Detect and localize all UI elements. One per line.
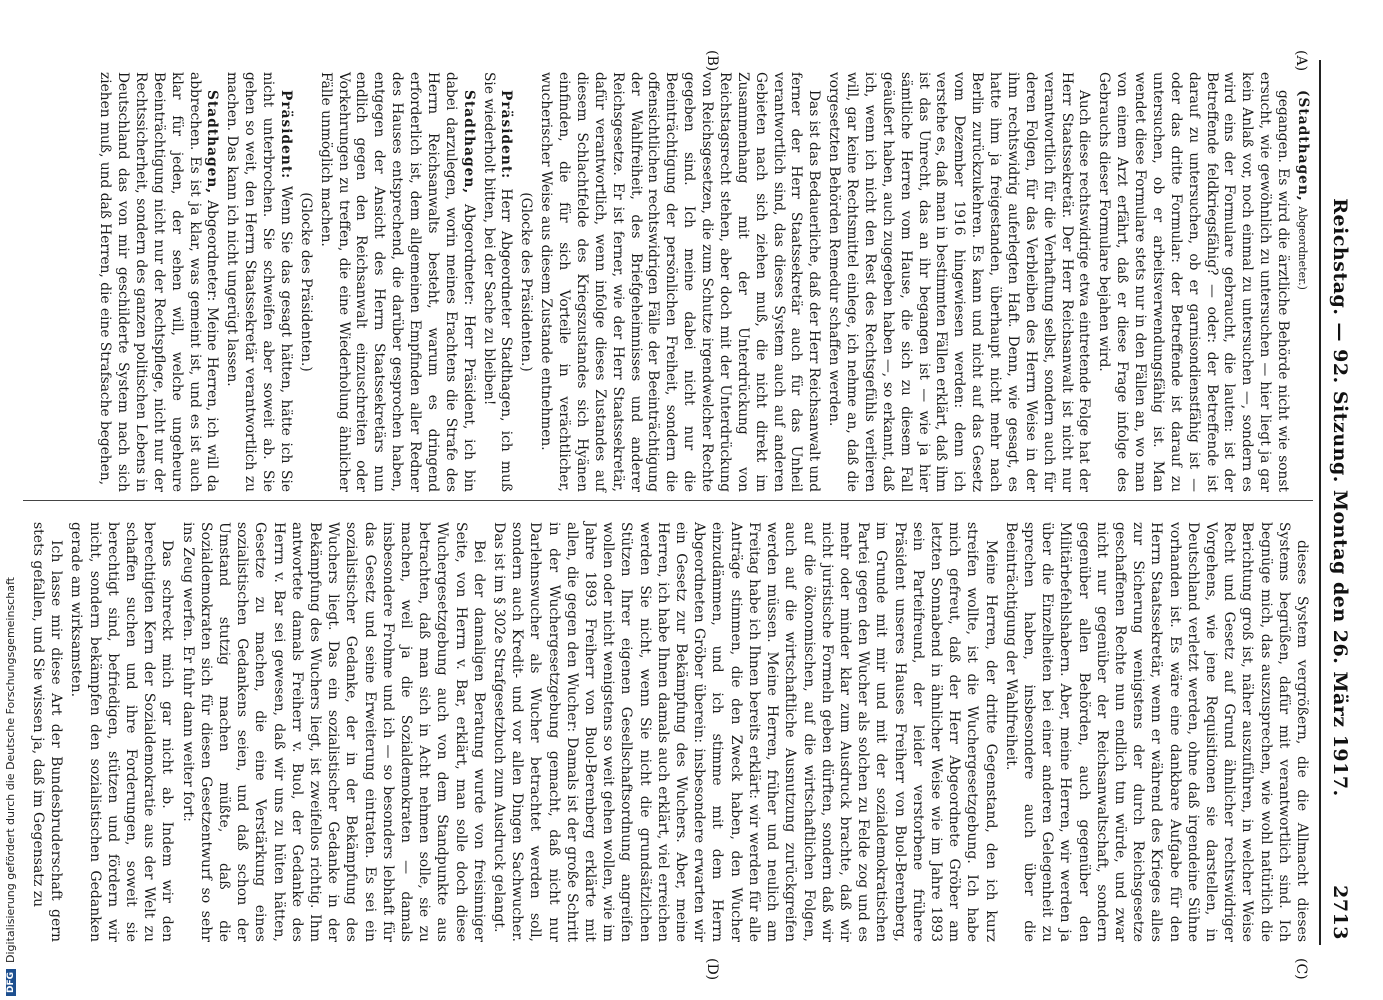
- paragraph-text: Herr Abgeordneter Stadthagen, ich muß Sie wiederholt bitten, bei der Sache zu bleiben!: [480, 72, 515, 493]
- paragraph-text: Das schreckt mich gar nicht ab. Indem wir den berechtigten Kern der Sozialdemokratie aus der Welt zu schaffen suchen und ihre Forderungen, soweit sie berechtigt sind, befriedigen, stützen und fördern wir nicht, sondern bekämpfen den sozialistischen Gedanken gerade am wirksamsten.: [68, 522, 176, 942]
- page-header: [1325, 55, 1355, 940]
- paragraph-text: Bei der damaligen Beratung wurde von freisinniger Seite, von Herrn v. Bar, erklärt, man solle doch diese Wuchergesetzgebung auch von dem Standpunkte aus betrachten, daß man sich in Acht nehmen solle, sie zu machen, weil ja die Sozialdemokraten — damals insbesondere Frohme und ich — so besonders lebhaft für das Gesetz und seine Erweiterung eintraten. Es sei ein sozialistischer Gedanke, der in der Bekämpfung des Wuchers liegt. Das ein sozialistischer Gedanke in der Bekämpfung des Wuchers liegt, ist zweifellos richtig. Ihm antwortete damals Freiherr v. Buol, der Gedanke des Herrn v. Bar sei gewesen, daß wir uns zu hüten hätten, Gesetze zu machen, die eine Verstärkung eines sozialistischen Gedankens seien, und daß schon der Umstand stutzig machen müßte, daß die Sozialdemokraten sich für diesen Gesetzentwurf so sehr ins Zeug werfen. Er fuhr dann weiter fort:: [179, 522, 487, 942]
- paragraph-text: Meine Herren, der dritte Gegenstand, den ich kurz streifen wollte, ist die Wuchergesetzgebung. Ich habe mich gefreut, daß der Herr Abgeordnete Gröber am letzten Sonnabend in ähnlicher Weise wie im Jahre 1893 sein Parteifreund, der leider verstorbene frühere Präsident unseres Hauses Freiherr von Buol-Berenberg, im Grunde mit mir und mit der sozialdemokratischen Partei gegen den Wucher als solchen zu Felde zog und es mehr oder minder klar zum Ausdruck brachte, daß wir nicht juristische Formeln geben dürften, sondern daß wir auf die ökonomischen, auf die wirtschaftlichen Folgen, auch auf die wirtschaftliche Ausnutzung zurückgreifen werden müssen. Meine Herren, früher und neulich am Freitag habe ich Ihnen bereits erklärt: wir werden für alle Anträge stimmen, die den Zweck haben, den Wucher einzudämmen, und ich stimme mit dem Herrn Abgeordneten Gröber überein: insbesondere erwarten wir ein Gesetz zur Bekämpfung des Wuchers. Aber, meine Herren, ich habe Ihnen damals auch erklärt, viel erreichen werden Sie nicht, wenn Sie nicht die grundsätzlichen Stützen Ihrer eigenen Gesellschaftsordnung angreifen wollen oder nicht wenigstens so weit gehen wollen, wie im Jahre 1893 Freiherr von Buol-Berenberg erklärte mit allen, die gegen den Wucher: Damals ist der große Schritt in der Wuchergesetzgebung gemacht, daß nicht nur Darlehnswucher als Wucher betrachtet werden soll, sondern auch Kredit- und vor allen Dingen Sachwucher. Das ist im § 302e Strafgesetzbuch zum Ausdruck gelangt.: [491, 522, 999, 942]
- paragraph-text: Ich lasse mir diese Art der Bundesbruderschaft gern stets gefallen, und Sie wissen ja, daß im Gegensatz zu: [29, 522, 65, 942]
- paragraph: [316, 72, 477, 492]
- speaker-name: Präsident:: [498, 90, 515, 180]
- paragraph-text: Abgeordneter: Herr Präsident, ich bin dabei darzulegen, worin meines Erachtens die Strafe des Herrn Reichsanwalts besteht, warum es dringend erforderlich ist, dem allgemeinen Empfinden aller Redner des Hauses entsprechend, die darüber gesprochen haben, entgegen der Ansicht des Herrn Staatssekretärs nun endlich gegen den Reichsanwalt einzuschreiten oder Vorkehrungen zu treffen, die eine Wiederholung ähnlicher Fälle unmöglich machen.: [317, 72, 477, 492]
- paragraph-text: Das ist das Bedauerliche, daß der Herr Reichsanwalt und ferner der Herr Staatssekretär auch für das Unheil verantwortlich sind, das dieses System auch auf anderen Gebieten nach sich ziehen muß, die nicht direkt im Zusammenhang mit der Unterdrückung von Reichstagsrecht stehen, aber doch mit der Unterdrückung von Reichsgesetzen, die zum Schutze irgendwelcher Rechte gegeben sind. Ich meine dabei nicht nur die Beeinträchtigung der persönlichen Freiheit, sondern die offensichtlichen rechtswidrigen Fälle der Beeinträchtigung der Wahlfreiheit, des Briefgeheimnisses und anderer Reichsgesetze. Er ist ferner, wie der Herr Staatssekretär, dafür verantwortlich, wenn infolge dieses Zustandes auf diesem Schlachtfelde des Kriegszustandes sich Hyänen einfinden, die für sich Vorteile in verächtlicher, wucherischer Weise aus diesem Zustande entnehmen.: [538, 72, 823, 492]
- paragraph: [95, 72, 220, 492]
- credit-text: Digitalisierung gefördert durch die Deutsche Forschungsgemeinschaft: [4, 577, 17, 963]
- paragraph-text: (Glocke des Präsidenten.): [518, 192, 535, 372]
- paragraph-text: Wenn Sie das gesagt hätten, hätte ich Sie nicht unterbrochen. Sie schweifen aber soweit ab. Sie gehen so weit, den Herrn Staatssekretär verantwortlich zu machen. Das kann ich nicht ungerügt lassen.: [224, 72, 294, 492]
- paragraph: [223, 72, 295, 492]
- paragraph: [296, 72, 314, 492]
- paragraph: [490, 522, 1000, 942]
- page-title: Reichstag. — 92. Sitzung. Montag den 26. März 1917.: [1329, 198, 1351, 797]
- paragraph: [29, 522, 65, 942]
- paragraph-text: gegangen. Es wird die ärztliche Behörde nicht wie sonst ersucht, wie gewöhnlich zu untersuchen — hier liegt ja gar kein Anlaß vor, noch einmal zu untersuchen —, sondern es wird eins der Formulare gebraucht, die lauten: ist der Betreffende feldkriegsfähig? — oder: der Betreffende ist darauf zu untersuchen, ob er garnisondienstfähig ist — oder das dritte Formular: der Betreffende ist darauf zu untersuchen, ob er arbeitsverwendungsfähig ist. Man wendet diese Formulare stets nur in den Fällen an, wo man von einem Arzt erfährt, daß er diese Frage infolge des Gebrauchs dieser Formulare bejahen wird.: [1096, 72, 1292, 492]
- speaker-note: Abgeordneter.): [1296, 206, 1309, 290]
- right-column: [27, 522, 1311, 942]
- speaker-name: (Stadthagen,: [1295, 90, 1311, 202]
- left-column: [93, 72, 1311, 492]
- paragraph: [178, 522, 487, 942]
- speaker-name: Stadthagen,: [460, 90, 477, 195]
- speaker-name: Stadthagen,: [204, 90, 221, 195]
- margin-mark-d: (D): [704, 958, 720, 981]
- paragraph-text: dieses System vergrößern, die die Allmacht dieses Systems begrüßen, dafür mit verantwortlich sind. Ich begnüge mich, das auszusprechen, wie wohl natürlich die Berichtung groß ist, näher auszuführen, in welcher Weise Recht und Gesetz auf Grund ähnlicher rechtswidriger Vorgehens, wie jene Requisitionen sie darstellen, in Deutschland verletzt werden, ohne daß irgendeine Sühne vorhanden ist. Es wäre eine dankbare Aufgabe für den Herrn Staatssekretär, wenn er während des Krieges alles zur Sicherung wenigstens der durch Reichsgesetze geschaffenen Rechte nun endlich tun würde, und zwar nicht nur gegenüber der Reichsanwaltschaft, sondern gegenüber allen Behörden, auch gegenüber den Militärbefehlshabern. Aber, meine Herren, wir werden ja über die Einzelheiten bei einer anderen Gelegenheit zu sprechen haben, insbesondere auch über die Beeinträchtigung der Wahlfreiheit.: [1002, 522, 1310, 942]
- page-number: 2713: [1329, 885, 1351, 940]
- credit-line: [4, 0, 20, 996]
- paragraph-text: (Glocke des Präsidenten.): [297, 192, 314, 372]
- margin-mark-c: (C): [1293, 958, 1309, 980]
- paragraph-text: Auch diese rechtswidrige etwa eintretende Folge hat der Herr Staatssekretär. Der Herr Reichsanwalt ist nicht nur verantwortlich für die Verhaftung selbst, sondern auch für deren Folgen, für das Verbleiben des Herrn Weise in der ihm rechtswidrig auferlegten Haft. Denn, wie gesagt, es hatte ihm ja freigestanden, überhaupt nicht mehr nach Berlin zurückzukehren. Es kann und nicht auf das Gesetz vom Dezember 1916 hingewiesen werden: denn ich verstehe es, daß man in bestimmten Fällen erklärt, daß ihm ist das Unrecht, das an ihr begangen ist — wie ja hier sämtliche Herren vom Hause, die sich zu diesem Fall geäußert haben, auch zugegeben haben —, so erkannt, daß ich, wenn ich nicht den Rest des Rechtsgefühls verlieren will, gar keine Rechtsmittel einlege, ich nehme an, daß die vorgesetzten Behörden Remedur schaffen werden.: [826, 72, 1093, 492]
- paragraph: [67, 522, 176, 942]
- paragraph: [824, 72, 1092, 492]
- margin-mark-a: (A): [1293, 50, 1309, 72]
- paragraph: [1293, 72, 1311, 492]
- paragraph: [1002, 522, 1311, 942]
- margin-mark-b: (B): [704, 50, 720, 72]
- dfg-logo-icon: DFG: [6, 969, 16, 996]
- header-rule: [1319, 60, 1321, 945]
- paragraph: [1095, 72, 1292, 492]
- column-divider: [23, 500, 1313, 501]
- paragraph: [479, 72, 515, 492]
- paragraph: [517, 72, 535, 492]
- speaker-name: Präsident:: [278, 90, 294, 180]
- paragraph-text: Abgeordneter: Meine Herren, ich will da abbrechen. Es ist ja klar, was gemeint ist, und es ist auch klar für jeden, der sehen will, welche ungeheure Beeinträchtigung nicht nur der Rechtspflege, nicht nur der Rechtssicherheit, sondern des ganzen politischen Lebens in Deutschland das von mir geschilderte System nach sich ziehen muß, und daß Herren, die eine Strafsache begehen,: [97, 72, 221, 492]
- paragraph: [536, 72, 822, 492]
- credit-strip: [0, 0, 20, 1000]
